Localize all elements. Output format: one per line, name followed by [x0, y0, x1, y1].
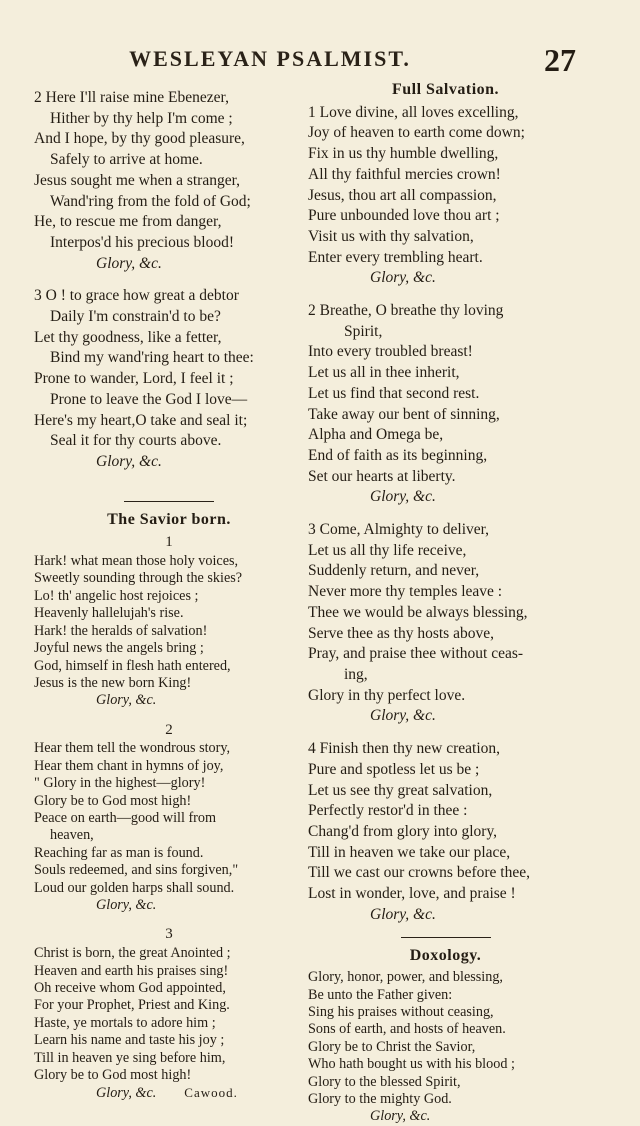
salvation-stanza-3: [308, 520, 583, 727]
refrain: Glory, &c.: [370, 707, 436, 725]
page-number: 27: [544, 42, 576, 78]
verse-line: Spirit,: [344, 322, 383, 340]
verse-line: Perfectly restor'd in thee :: [308, 802, 468, 820]
refrain: Glory, &c.: [96, 897, 157, 914]
verse-line: Pray, and praise thee without ceas-: [308, 645, 524, 663]
verse-line: Pure unbounded love thou art ;: [308, 207, 500, 225]
refrain: Glory, &c.: [370, 488, 436, 506]
verse-line: Reaching far as man is found.: [34, 844, 204, 861]
refrain: Glory, &c.: [96, 1085, 157, 1102]
verse-line: Seal it for thy courts above.: [50, 432, 222, 450]
refrain: Glory, &c.: [96, 692, 157, 709]
verse-line: Let us see thy great salvation,: [308, 781, 493, 799]
verse-line: 3 Come, Almighty to deliver,: [308, 521, 490, 539]
stanza-number: 1: [165, 534, 173, 551]
doxology-title: Doxology.: [409, 947, 482, 965]
verse-line: Learn his name and taste his joy ;: [34, 1032, 225, 1049]
verse-line: Thee we would be always blessing,: [308, 603, 528, 621]
verse-line: Alpha and Omega be,: [308, 426, 444, 444]
verse-line: Chang'd from glory into glory,: [308, 822, 498, 840]
verse-line: Christ is born, the great Anointed ;: [34, 945, 231, 962]
stanza-number: 3: [165, 926, 173, 943]
verse-line: Prone to wander, Lord, I feel it ;: [34, 370, 234, 388]
verse-line: End of faith as its beginning,: [308, 446, 488, 464]
verse-line: 2 Breathe, O breathe thy loving: [308, 302, 504, 320]
verse-line: For your Prophet, Priest and King.: [34, 997, 230, 1014]
verse-line: ing,: [344, 665, 368, 683]
salvation-stanza-4: [308, 739, 583, 925]
verse-line: And I hope, by thy good pleasure,: [34, 130, 245, 148]
verse-line: Hark! the heralds of salvation!: [34, 622, 208, 639]
verse-line: Sons of earth, and hosts of heaven.: [308, 1021, 506, 1038]
verse-line: Glory be to God most high!: [34, 792, 192, 809]
verse-line: Joy of heaven to earth come down;: [308, 124, 525, 142]
verse-line: Let us all in thee inherit,: [308, 364, 460, 382]
verse-line: Jesus is the new born King!: [34, 674, 192, 691]
verse-line: Glory, honor, power, and blessing,: [308, 969, 503, 986]
verse-line: Souls redeemed, and sins forgiven,": [34, 862, 239, 879]
verse-line: Sing his praises without ceasing,: [308, 1003, 494, 1020]
verse-line: Bind my wand'ring heart to thee:: [50, 349, 254, 367]
verse-line: Into every troubled breast!: [308, 343, 473, 361]
verse-line: Interpos'd his precious blood!: [50, 233, 235, 251]
left-column: [34, 88, 304, 1103]
verse-line: Take away our bent of sinning,: [308, 405, 500, 423]
verse-line: Hither by thy help I'm come ;: [50, 109, 233, 127]
refrain: Glory, &c.: [370, 269, 436, 287]
verse-line: He, to rescue me from danger,: [34, 213, 222, 231]
doxology: [308, 969, 583, 1126]
verse-line: Fix in us thy humble dwelling,: [308, 145, 499, 163]
verse-line: Till in heaven ye sing before him,: [34, 1049, 226, 1066]
verse-line: 2 Here I'll raise mine Ebenezer,: [34, 89, 229, 106]
verse-line: Enter every trembling heart.: [308, 248, 483, 266]
verse-line: Hear them tell the wondrous story,: [34, 740, 231, 757]
verse-line: Lost in wonder, love, and praise !: [308, 885, 516, 903]
verse-line: Heaven and earth his praises sing!: [34, 962, 229, 979]
verse-line: Be unto the Father given:: [308, 986, 453, 1003]
section-divider: [124, 501, 214, 502]
verse-line: Jesus sought me when a stranger,: [34, 171, 241, 189]
hymn-title-full-salvation: Full Salvation.: [391, 81, 500, 98]
verse-line: Loud our golden harps shall sound.: [34, 879, 235, 896]
verse-line: Glory to the blessed Spirit,: [308, 1073, 461, 1090]
running-header: WESLEYAN PSALMIST.: [129, 46, 411, 71]
verse-line: Safely to arrive at home.: [50, 151, 203, 169]
verse-line: Oh receive whom God appointed,: [34, 980, 226, 996]
verse-line: Let thy goodness, like a fetter,: [34, 328, 222, 346]
verse-line: Hear them chant in hymns of joy,: [34, 757, 224, 774]
savior-born-hymn: [34, 532, 304, 1102]
author-credit: Cawood.: [184, 1085, 238, 1101]
verse-line: heaven,: [50, 827, 94, 844]
verse-line: Let us all thy life receive,: [308, 541, 467, 559]
verse-line: Here's my heart,O take and seal it;: [34, 411, 248, 429]
verse-line: Glory in thy perfect love.: [308, 686, 466, 704]
verse-line: Serve thee as thy hosts above,: [308, 624, 494, 642]
refrain-with-author: [34, 1084, 304, 1102]
refrain: Glory, &c.: [370, 905, 436, 923]
verse-line: Glory be to Christ the Savior,: [308, 1038, 476, 1055]
verse-line: Sweetly sounding through the skies?: [34, 570, 243, 587]
verse-line: Pure and spotless let us be ;: [308, 760, 480, 778]
verse-line: Joyful news the angels bring ;: [34, 640, 204, 657]
verse-line: Hark! what mean those holy voices,: [34, 553, 239, 570]
right-column: [308, 80, 583, 1126]
verse-line: Lo! th' angelic host rejoices ;: [34, 587, 199, 604]
refrain: Glory, &c.: [96, 254, 162, 272]
verse-line: Visit us with thy salvation,: [308, 227, 474, 245]
verse-line: 4 Finish then thy new creation,: [308, 740, 500, 758]
verse-line: Haste, ye mortals to adore him ;: [34, 1014, 216, 1031]
verse-line: Glory be to God most high!: [34, 1067, 192, 1084]
hymn-title-savior-born: The Savior born.: [107, 510, 231, 528]
verse-line: 3 O ! to grace how great a debtor: [34, 287, 239, 305]
verse-line: Suddenly return, and never,: [308, 562, 480, 580]
verse-line: Till in heaven we take our place,: [308, 843, 511, 861]
refrain: Glory, &c.: [96, 452, 162, 470]
verse-line: Never more thy temples leave :: [308, 583, 503, 601]
salvation-stanza-2: [308, 301, 583, 508]
verse-line: 1 Love divine, all loves excelling,: [308, 103, 519, 121]
verse-line: " Glory in the highest—glory!: [34, 775, 206, 792]
verse-line: Wand'ring from the fold of God;: [50, 192, 251, 210]
salvation-stanza-1: [308, 103, 583, 289]
refrain: Glory, &c.: [370, 1108, 431, 1125]
rock-stanza-3: [34, 286, 304, 472]
verse-line: Prone to leave the God I love—: [50, 390, 248, 408]
verse-line: Who hath bought us with his blood ;: [308, 1056, 515, 1073]
verse-line: Peace on earth—good will from: [34, 810, 217, 827]
verse-line: Daily I'm constrain'd to be?: [50, 308, 221, 326]
verse-line: God, himself in flesh hath entered,: [34, 657, 231, 674]
stanza-number: 2: [165, 721, 173, 738]
verse-line: All thy faithful mercies crown!: [308, 165, 501, 183]
verse-line: Jesus, thou art all compassion,: [308, 186, 497, 204]
verse-line: Set our hearts at liberty.: [308, 467, 456, 485]
rock-stanza-2: [34, 88, 304, 274]
verse-line: Till we cast our crowns before thee,: [308, 864, 530, 882]
verse-line: Glory to the mighty God.: [308, 1090, 452, 1107]
verse-line: Heavenly hallelujah's rise.: [34, 605, 184, 622]
verse-line: Let us find that second rest.: [308, 384, 480, 402]
section-divider: [401, 937, 491, 938]
